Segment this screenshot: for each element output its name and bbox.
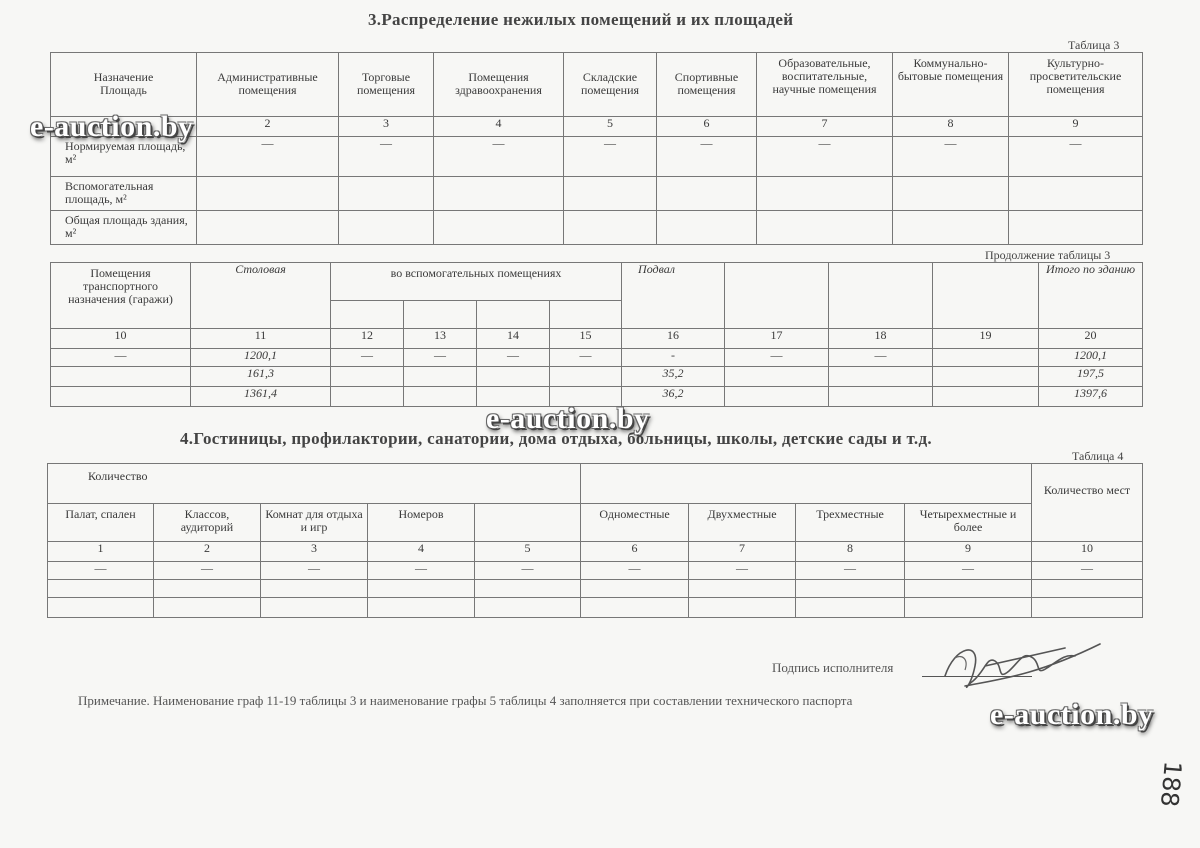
table-cell	[905, 580, 1032, 598]
table-cell: —	[689, 562, 796, 580]
number-cell: 10	[51, 329, 191, 349]
page-number: 188	[1154, 759, 1187, 809]
table-cell: —	[368, 562, 475, 580]
number-cell: 11	[191, 329, 331, 349]
table4-caption: Таблица 4	[1072, 449, 1124, 463]
table-row	[51, 349, 1143, 367]
header-purpose-area: Назначение Площадь	[51, 53, 197, 117]
number-cell: 16	[622, 329, 725, 349]
header-empty	[933, 263, 1039, 329]
table-cell	[757, 177, 893, 211]
number-cell: 20	[1039, 329, 1143, 349]
section4-title: 4.Гостиницы, профилактории, санатории, дома отдыха, больницы, школы, детские сады и т.д.	[180, 429, 932, 448]
row-label-total-area: Общая площадь здания, м²	[51, 211, 197, 245]
table-cell	[48, 598, 154, 618]
table-cell: —	[404, 349, 477, 367]
table-cell	[197, 177, 339, 211]
table-cell	[796, 598, 905, 618]
number-cell: 3	[339, 117, 434, 137]
table-cell	[368, 580, 475, 598]
header-empty	[404, 301, 477, 329]
header-sports: Спортивные помещения	[657, 53, 757, 117]
table-cell: 35,2	[622, 367, 725, 387]
table-cell	[829, 367, 933, 387]
table-cell: 1200,1	[1039, 349, 1143, 367]
table-cell	[339, 211, 434, 245]
header-administrative: Административные помещения	[197, 53, 339, 117]
table-row	[51, 367, 1143, 387]
table-row	[48, 598, 1143, 618]
table-cell	[434, 177, 564, 211]
table-cell: 1361,4	[191, 387, 331, 407]
table-cell	[933, 349, 1039, 367]
row-label-aux-area: Вспомогательная площадь, м²	[51, 177, 197, 211]
table-cell	[905, 598, 1032, 618]
header-communal: Коммунально-бытовые помещения	[893, 53, 1009, 117]
table-cell: —	[261, 562, 368, 580]
table-cell	[154, 598, 261, 618]
number-cell: 18	[829, 329, 933, 349]
table3-part2	[50, 262, 1143, 407]
table-cell: —	[154, 562, 261, 580]
number-cell: 13	[404, 329, 477, 349]
table-cell	[368, 598, 475, 618]
table-cell	[564, 211, 657, 245]
number-cell: 19	[933, 329, 1039, 349]
table-cell	[261, 580, 368, 598]
table-row	[51, 211, 1143, 245]
header-triple: Трехместные	[796, 504, 905, 542]
section3-title: 3.Распределение нежилых помещений и их площадей	[368, 10, 794, 29]
header-empty	[475, 504, 581, 542]
table-cell	[51, 367, 191, 387]
number-cell: 8	[796, 542, 905, 562]
table-row	[51, 177, 1143, 211]
number-cell: 7	[757, 117, 893, 137]
table-cell: —	[581, 562, 689, 580]
table-cell	[475, 598, 581, 618]
header-transport: Помещения транспортного назначения (гаражи)	[51, 263, 191, 329]
table-cell: —	[1032, 562, 1143, 580]
number-cell: 15	[550, 329, 622, 349]
table-cell	[689, 580, 796, 598]
header-empty	[725, 263, 829, 329]
header-four-plus: Четырехместные и более	[905, 504, 1032, 542]
table-cell	[1009, 211, 1143, 245]
table-cell	[725, 367, 829, 387]
header-wards: Палат, спален	[48, 504, 154, 542]
number-cell: 7	[689, 542, 796, 562]
table-cell: —	[51, 349, 191, 367]
table-cell	[1032, 580, 1143, 598]
table-cell	[434, 211, 564, 245]
number-cell: 9	[1009, 117, 1143, 137]
table-cell	[581, 598, 689, 618]
table-cell	[893, 177, 1009, 211]
watermark-1: e-auction.by	[30, 110, 194, 143]
table-cell: —	[197, 137, 339, 177]
table-cell	[757, 211, 893, 245]
number-cell: 6	[657, 117, 757, 137]
number-cell: 2	[197, 117, 339, 137]
header-educational: Образовательные, воспитательные, научные помещения	[757, 53, 893, 117]
table-cell	[1009, 177, 1143, 211]
table-cell	[51, 387, 191, 407]
table-cell: —	[657, 137, 757, 177]
header-total: Итого по зданию	[1039, 263, 1143, 329]
table-cell	[829, 387, 933, 407]
row-label-normed-area: Нормируемая площадь, м²	[51, 137, 197, 177]
header-aux-premises: во вспомогательных помещениях	[331, 263, 622, 301]
table-cell: 36,2	[622, 387, 725, 407]
table-cell: —	[725, 349, 829, 367]
table3-caption: Таблица 3	[1068, 38, 1120, 52]
number-cell: 12	[331, 329, 404, 349]
table-cell: —	[475, 562, 581, 580]
header-healthcare: Помещения здравоохранения	[434, 53, 564, 117]
header-trade: Торговые помещения	[339, 53, 434, 117]
table-cell: —	[905, 562, 1032, 580]
table-cell	[689, 598, 796, 618]
number-cell: 14	[477, 329, 550, 349]
header-rooms: Номеров	[368, 504, 475, 542]
header-empty	[581, 464, 1032, 504]
header-quantity: Количество	[48, 464, 581, 504]
table-cell	[475, 580, 581, 598]
number-cell: 4	[368, 542, 475, 562]
header-warehouse: Складские помещения	[564, 53, 657, 117]
table-cell: —	[477, 349, 550, 367]
table-cell	[1032, 598, 1143, 618]
table-cell	[581, 580, 689, 598]
table-row	[51, 137, 1143, 177]
number-cell: 5	[564, 117, 657, 137]
table-cell: 1200,1	[191, 349, 331, 367]
table-cell	[893, 211, 1009, 245]
table-row	[48, 562, 1143, 580]
number-cell: 4	[434, 117, 564, 137]
number-cell: 3	[261, 542, 368, 562]
table-cell: —	[757, 137, 893, 177]
header-empty	[331, 301, 404, 329]
header-double: Двухместные	[689, 504, 796, 542]
table-cell	[48, 580, 154, 598]
table-cell: —	[339, 137, 434, 177]
table-cell: —	[434, 137, 564, 177]
table-cell	[796, 580, 905, 598]
table-cell: —	[564, 137, 657, 177]
table3-continuation-caption: Продолжение таблицы 3	[985, 248, 1111, 262]
table-cell	[331, 387, 404, 407]
table-cell	[404, 387, 477, 407]
table-cell	[339, 177, 434, 211]
number-cell: 17	[725, 329, 829, 349]
header-empty	[477, 301, 550, 329]
header-places: Количество мест	[1032, 464, 1143, 542]
watermark-3: e-auction.by	[990, 698, 1154, 731]
table-cell	[933, 367, 1039, 387]
table4	[47, 463, 1143, 618]
table-cell: 1397,6	[1039, 387, 1143, 407]
table-cell: —	[796, 562, 905, 580]
footnote: Примечание. Наименование граф 11-19 таблицы 3 и наименование графы 5 таблицы 4 заполняется при составлении технического паспорта	[78, 693, 853, 708]
table3-part1	[50, 52, 1143, 245]
signature-image	[925, 636, 1115, 696]
table-cell: —	[331, 349, 404, 367]
header-canteen: Столовая	[191, 263, 331, 329]
table-cell: —	[48, 562, 154, 580]
table-cell	[657, 211, 757, 245]
header-rest-rooms: Комнат для отдыха и игр	[261, 504, 368, 542]
table-cell	[550, 367, 622, 387]
header-empty	[829, 263, 933, 329]
signature-label: Подпись исполнителя	[772, 660, 894, 675]
watermark-2: e-auction.by	[486, 402, 650, 435]
table-cell	[154, 580, 261, 598]
header-empty	[550, 301, 622, 329]
table-cell: 161,3	[191, 367, 331, 387]
header-classes: Классов, аудиторий	[154, 504, 261, 542]
number-cell: 10	[1032, 542, 1143, 562]
number-cell: 1	[48, 542, 154, 562]
table-cell	[331, 367, 404, 387]
table-cell: 197,5	[1039, 367, 1143, 387]
table-cell: —	[1009, 137, 1143, 177]
header-single: Одноместные	[581, 504, 689, 542]
number-cell: 2	[154, 542, 261, 562]
table-row	[48, 580, 1143, 598]
number-cell: 9	[905, 542, 1032, 562]
table-cell: -	[622, 349, 725, 367]
table-cell	[261, 598, 368, 618]
number-cell: 8	[893, 117, 1009, 137]
number-cell: 6	[581, 542, 689, 562]
table-cell	[564, 177, 657, 211]
table-cell	[197, 211, 339, 245]
table-cell	[657, 177, 757, 211]
table-cell	[404, 367, 477, 387]
table-cell	[725, 387, 829, 407]
table-cell: —	[550, 349, 622, 367]
table-cell	[477, 367, 550, 387]
table-cell: —	[829, 349, 933, 367]
header-basement: Подвал	[622, 263, 725, 329]
table-cell: —	[893, 137, 1009, 177]
header-cultural: Культурно-просветительские помещения	[1009, 53, 1143, 117]
table-cell	[933, 387, 1039, 407]
number-cell: 5	[475, 542, 581, 562]
